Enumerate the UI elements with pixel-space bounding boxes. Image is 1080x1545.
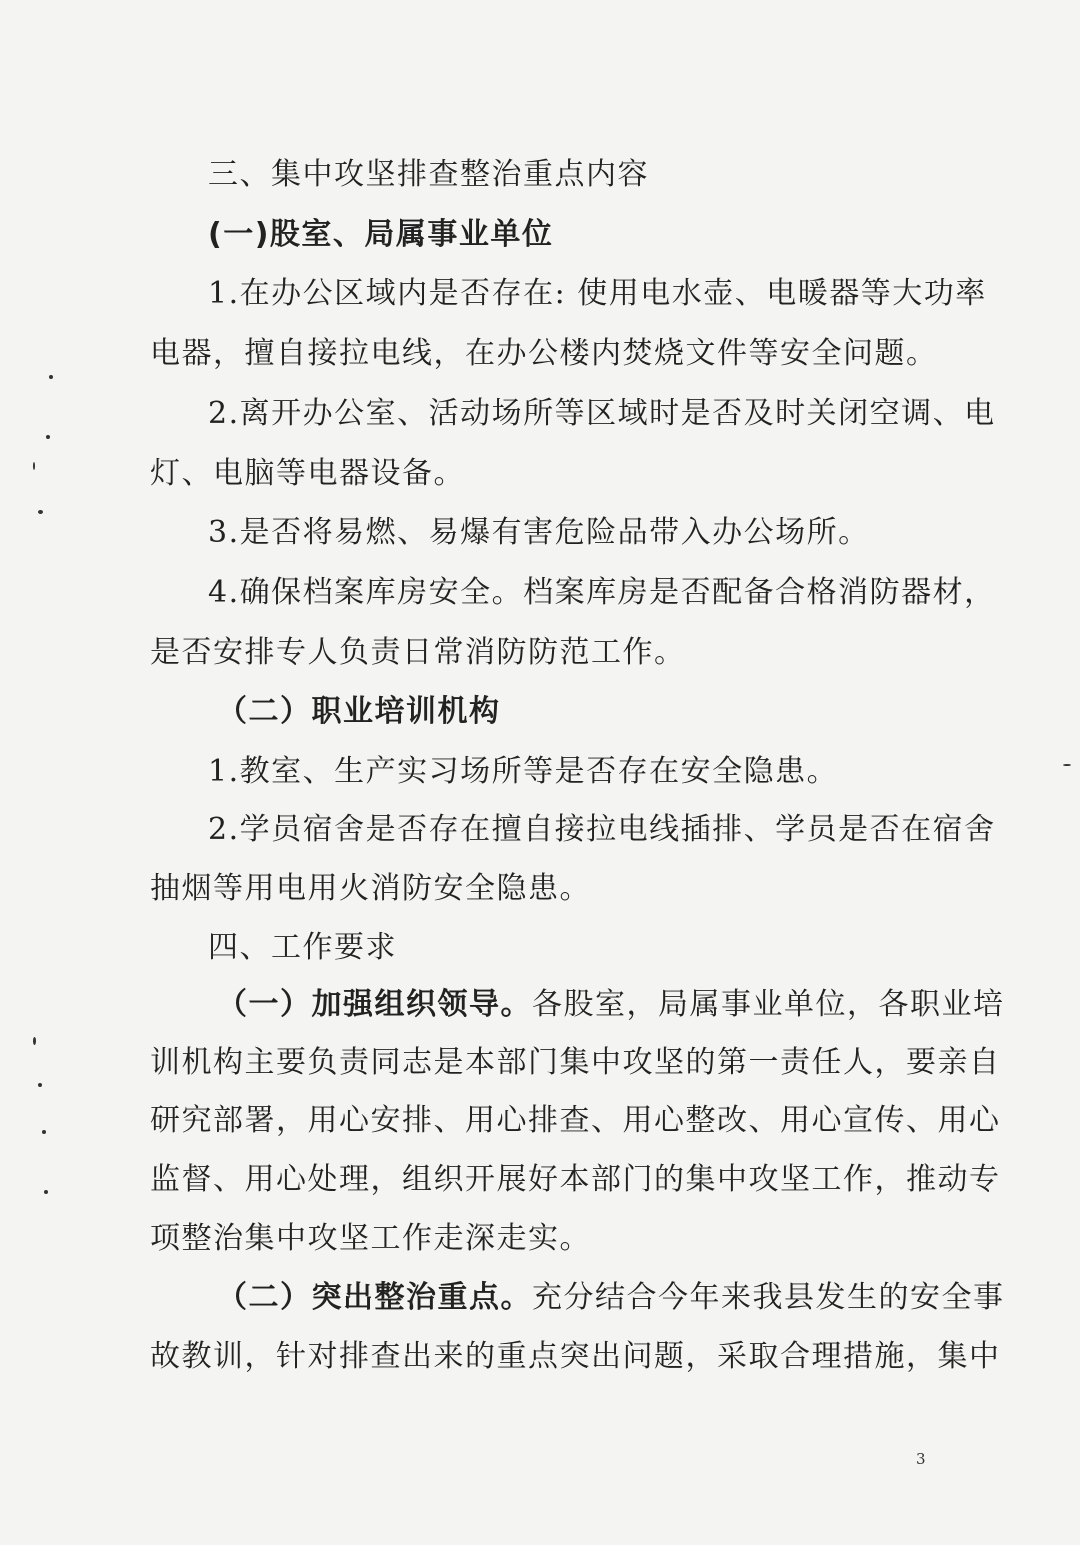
requirement-2-line-1-rest: 充分结合今年来我县发生的安全事 (532, 1280, 1005, 1315)
scan-speck (38, 510, 43, 514)
scan-speck (33, 1037, 36, 1045)
item-2-line-1: 2.离开办公室、活动场所等区域时是否及时关闭空调、电 (208, 396, 996, 431)
requirement-1-line-3: 研究部署，用心安排、用心排查、用心整改、用心宣传、用心 (150, 1103, 1001, 1138)
requirement-1-line-1-rest: 各股室，局属事业单位，各职业培 (532, 987, 1005, 1022)
requirement-1-line-1 (217, 987, 1005, 1023)
requirement-2-line-2: 故教训，针对排查出来的重点突出问题，采取合理措施，集中 (150, 1339, 1001, 1374)
requirement-1-line-2: 训机构主要负责同志是本部门集中攻坚的第一责任人，要亲自 (150, 1045, 1001, 1080)
requirement-2-label: （二）突出整治重点。 (217, 1280, 532, 1315)
item-1-line-2: 电器，擅自接拉电线，在办公楼内焚烧文件等安全问题。 (150, 336, 938, 371)
item-1-line-1: 1.在办公区域内是否存在: 使用电水壶、电暖器等大功率 (208, 276, 987, 311)
requirement-1-line-5: 项整治集中攻坚工作走深走实。 (150, 1221, 591, 1256)
item-3-line-1: 3.是否将易燃、易爆有害危险品带入办公场所。 (208, 515, 870, 550)
item-2-line-2: 灯、电脑等电器设备。 (150, 456, 465, 491)
requirement-1-line-4: 监督、用心处理，组织开展好本部门的集中攻坚工作，推动专 (150, 1162, 1001, 1197)
scan-speck (49, 375, 53, 379)
scan-speck (44, 1190, 48, 1194)
scan-speck (46, 435, 50, 439)
scan-speck (38, 1083, 42, 1087)
requirement-1-label: （一）加强组织领导。 (217, 987, 532, 1022)
page-number: 3 (916, 1450, 926, 1468)
item-4-line-2: 是否安排专人负责日常消防防范工作。 (150, 635, 686, 670)
section-four-heading: 四、工作要求 (208, 930, 397, 965)
section-three-heading: 三、集中攻坚排查整治重点内容 (208, 157, 649, 192)
subsection-two-heading: （二）职业培训机构 (217, 694, 501, 729)
subsection-one-heading: (一)股室、局属事业单位 (208, 217, 554, 252)
scan-speck (1063, 764, 1071, 766)
training-item-2-line-2: 抽烟等用电用火消防安全隐患。 (150, 871, 591, 906)
item-4-line-1: 4.确保档案库房安全。档案库房是否配备合格消防器材， (208, 575, 996, 610)
training-item-1-line-1: 1.教室、生产实习场所等是否存在安全隐患。 (208, 754, 839, 789)
training-item-2-line-1: 2.学员宿舍是否存在擅自接拉电线插排、学员是否在宿舍 (208, 812, 996, 847)
requirement-2-line-1 (217, 1280, 1005, 1316)
scan-speck (33, 462, 35, 470)
scan-speck (42, 1130, 46, 1134)
